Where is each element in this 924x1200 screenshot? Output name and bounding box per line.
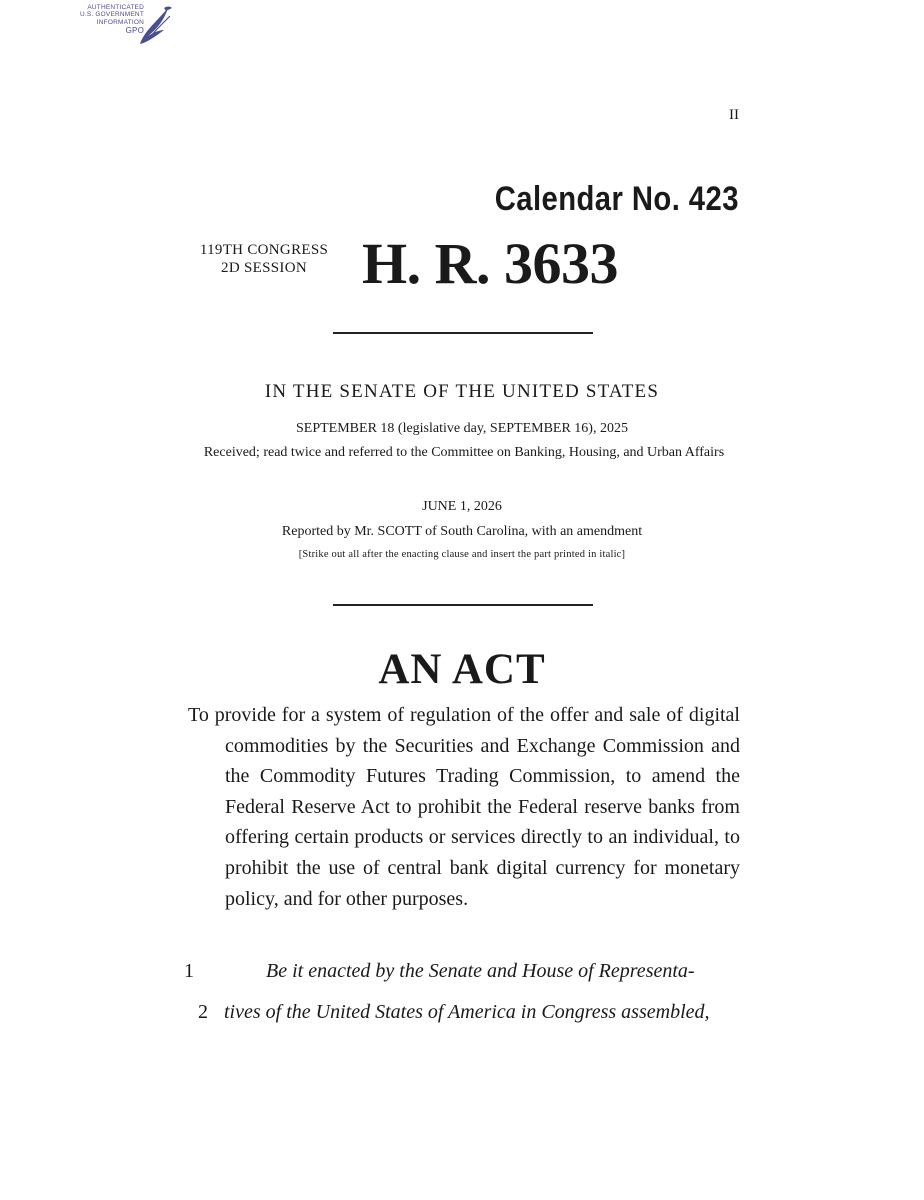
referral-text: Received; read twice and referred to the Committee on Banking, Housing, and Urban Affairs bbox=[203, 445, 725, 460]
enacting-clause-line-1 bbox=[0, 960, 924, 996]
seal-text bbox=[62, 4, 144, 35]
calendar-number: Calendar No. 423 bbox=[494, 180, 739, 218]
seal-line-government: U.S. GOVERNMENT bbox=[79, 11, 144, 19]
divider-middle bbox=[333, 604, 593, 606]
reported-by-text: Reported by Mr. SCOTT of South Carolina, with an amendment bbox=[281, 524, 643, 539]
seal-line-gpo: GPO bbox=[125, 26, 144, 36]
session-line: 2D SESSION bbox=[221, 260, 307, 276]
eagle-icon bbox=[134, 2, 174, 50]
act-purpose-paragraph: To provide for a system of regulation of the offer and sale of digital commodities by the Securities and Exchange Commission and the Commodity Futures Trading Commission, to amend the Federal Reserve Act to prohibit the Federal reserve banks from offering certain products or services directly to an individual, to prohibit the use of central bank digital currency for monetary policy, and for other purposes. bbox=[188, 704, 740, 910]
enacting-text: tives of the United States of America in Congress assembled, bbox=[224, 1001, 710, 1023]
congress-line: 119TH CONGRESS bbox=[199, 242, 329, 258]
congress-session-block bbox=[182, 241, 346, 277]
enacting-clause-line-2 bbox=[0, 1001, 924, 1037]
reported-date: JUNE 1, 2026 bbox=[422, 499, 502, 514]
divider-top bbox=[333, 332, 593, 334]
bill-number: H. R. 3633 bbox=[362, 231, 618, 296]
amendment-instruction: [Strike out all after the enacting clause and insert the part printed in italic] bbox=[298, 549, 626, 560]
senate-heading: IN THE SENATE OF THE UNITED STATES bbox=[264, 381, 660, 402]
seal-line-information: INFORMATION bbox=[96, 18, 144, 26]
page-marker: II bbox=[729, 107, 739, 123]
line-number: 2 bbox=[198, 1001, 208, 1023]
enacting-text: Be it enacted by the Senate and House of Representa- bbox=[266, 960, 695, 982]
act-heading: AN ACT bbox=[378, 646, 546, 693]
line-number: 1 bbox=[184, 960, 194, 982]
received-date: SEPTEMBER 18 (legislative day, SEPTEMBER 16), 2025 bbox=[296, 421, 628, 436]
gpo-authentication-seal bbox=[62, 2, 174, 52]
seal-line-authenticated: AUTHENTICATED bbox=[87, 4, 144, 11]
